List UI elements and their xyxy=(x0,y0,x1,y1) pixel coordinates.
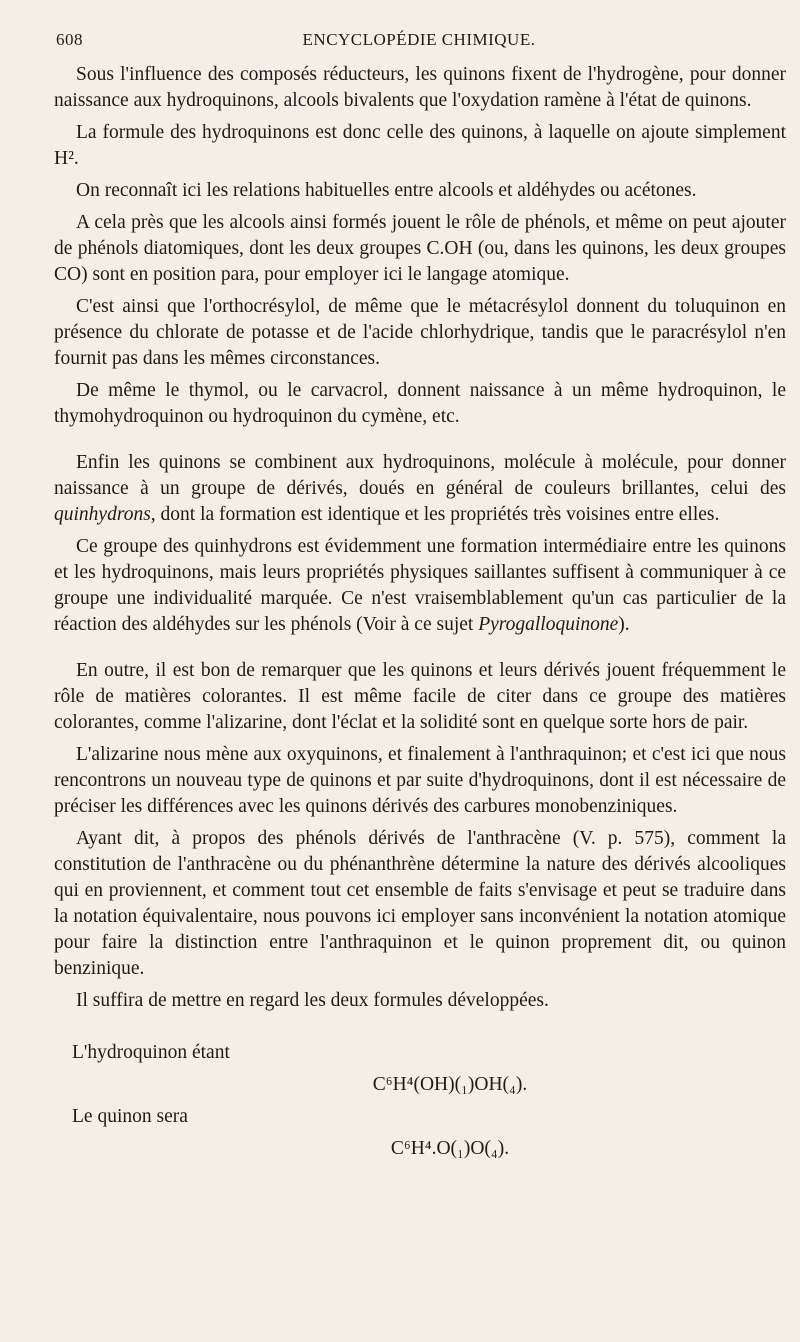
page-number: 608 xyxy=(56,30,83,49)
formula: C⁶H⁴(OH)(₁)OH(₄). xyxy=(372,1074,528,1095)
paragraph: Il suffira de mettre en regard les deux formules développées. xyxy=(76,990,549,1011)
formula-label: Le quinon sera xyxy=(72,1106,188,1127)
formula-label: L'hydroquinon étant xyxy=(72,1042,230,1063)
paragraph: On reconnaît ici les relations habituelles entre alcools et aldéhydes ou acétones. xyxy=(76,180,697,201)
page-header xyxy=(56,30,782,56)
paragraph: C'est ainsi que l'orthocrésylol, de même que le métacrésylol donnent du toluquinon en présence du chlorate de potasse et de l'acide chlorhydrique, tandis que le paracrésylol n'en fournit pas dans les mêmes circonstances. xyxy=(54,296,786,369)
emphasis: Pyrogalloquinone xyxy=(478,614,619,635)
emphasis: quinhydrons xyxy=(54,504,151,525)
paragraph: La formule des hydroquinons est donc celle des quinons, à laquelle on ajoute simplement H². xyxy=(54,122,786,169)
paragraph: Ce groupe des quinhydrons est évidemment une formation intermédiaire entre les quinons et les hydroquinons, mais leurs propriétés physiques saillantes suffisent à communiquer à ce groupe une individualité marquée. Ce n'est vraisemblablement qu'un cas particulier de la réaction des aldéhydes sur les phénols (Voir à ce sujet Pyrogalloquinone). xyxy=(54,536,786,635)
paragraph: L'alizarine nous mène aux oxyquinons, et finalement à l'anthraquinon; et c'est ici que nous rencontrons un nouveau type de quinons et par suite d'hydroquinons, dont il est nécessaire de préciser les différences avec les quinons dérivés des carbures monobenziniques. xyxy=(54,744,786,817)
paragraph: Sous l'influence des composés réducteurs, les quinons fixent de l'hydrogène, pour donner naissance aux hydroquinons, alcools bivalents que l'oxydation ramène à l'état de quinons. xyxy=(54,64,786,111)
paragraph: De même le thymol, ou le carvacrol, donnent naissance à un même hydroquinon, le thymohydroquinon ou hydroquinon du cymène, etc. xyxy=(54,380,786,427)
running-title: ENCYCLOPÉDIE CHIMIQUE. xyxy=(302,30,536,49)
paragraph: En outre, il est bon de remarquer que les quinons et leurs dérivés jouent fréquemment le rôle de matières colorantes. Il est même facile de citer dans ce groupe des matières colorantes, comme l'alizarine, dont l'éclat et la solidité sont en quelque sorte hors de pair. xyxy=(54,660,786,733)
paragraph: Ayant dit, à propos des phénols dérivés de l'anthracène (V. p. 575), comment la constitution de l'anthracène ou du phénanthrène détermine la nature des dérivés alcooliques qui en proviennent, et comment tout cet ensemble de faits s'envisage et peut se traduire dans la notation équivalentaire, nous pouvons ici employer sans inconvénient la notation atomique pour faire la distinction entre l'anthraquinon et le quinon proprement dit, ou quinon benzinique. xyxy=(54,828,786,979)
paragraph: A cela près que les alcools ainsi formés jouent le rôle de phénols, et même on peut ajouter de phénols diatomiques, dont les deux groupes C.OH (ou, dans les quinons, les deux groupes CO) sont en position para, pour employer ici le langage atomique. xyxy=(54,212,786,285)
page-body xyxy=(54,62,786,1168)
paragraph: Enfin les quinons se combinent aux hydroquinons, molécule à molécule, pour donner naissance à un groupe de dérivés, doués en général de couleurs brillantes, celui des quinhydrons, dont la formation est identique et les propriétés très voisines entre elles. xyxy=(54,452,786,525)
formula: C⁶H⁴.O(₁)O(₄). xyxy=(390,1138,510,1159)
